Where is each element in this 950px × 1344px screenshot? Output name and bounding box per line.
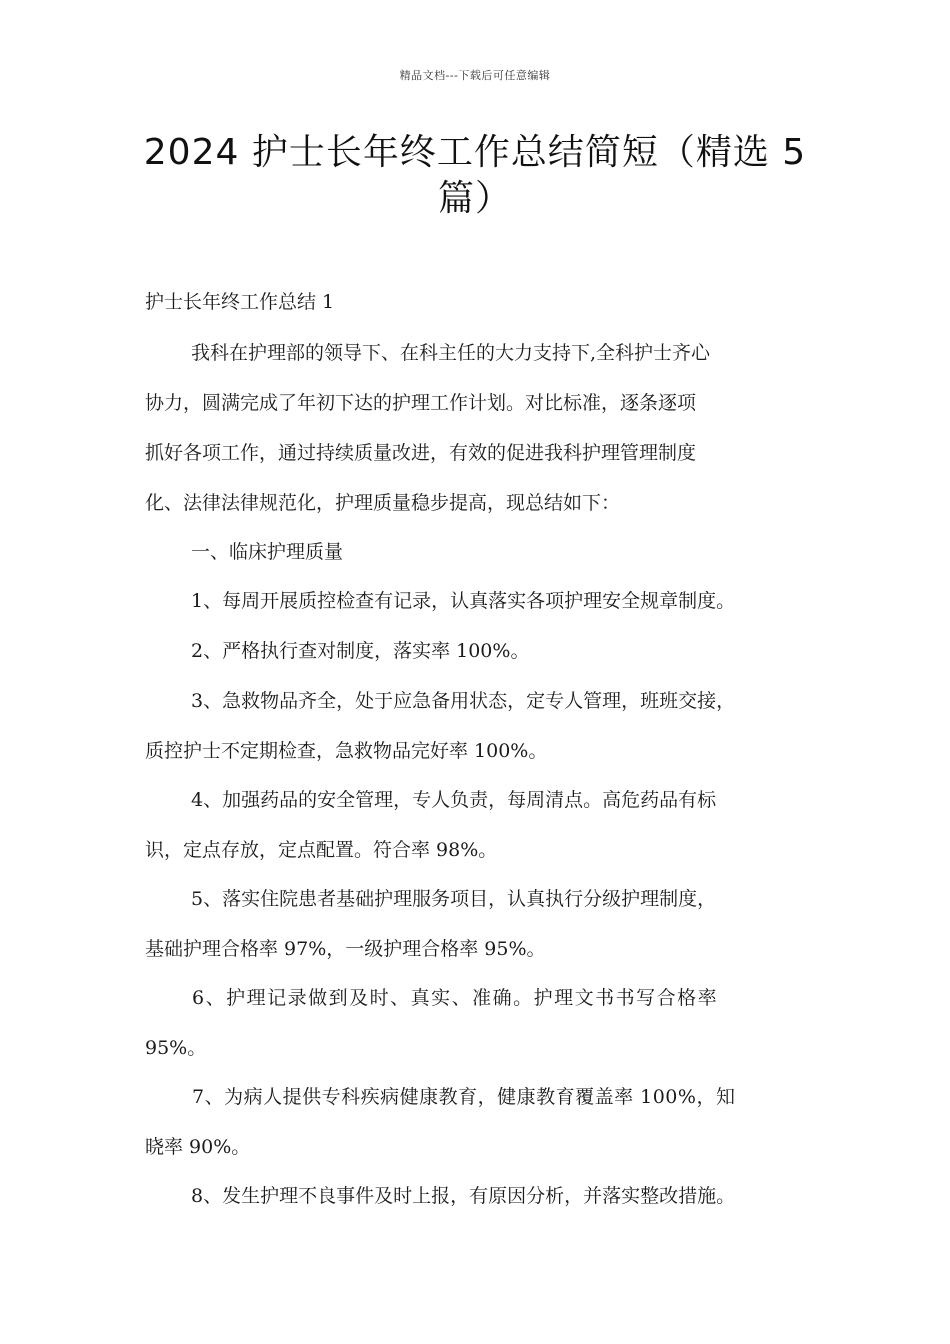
list-item-line: 6、护理记录做到及时、真实、准确。护理文书书写合格率 (192, 987, 719, 1009)
subheading-paragraph (145, 527, 825, 577)
intro-line: 协力，圆满完成了年初下达的护理工作计划。对比标准，逐条逐项 (145, 392, 697, 414)
list-item-line: 8、发生护理不良事件及时上报，有原因分析，并落实整改措施。 (191, 1185, 736, 1207)
list-item (145, 676, 825, 776)
list-item (145, 775, 825, 875)
intro-line: 抓好各项工作，通过持续质量改进，有效的促进我科护理管理制度 (145, 442, 697, 464)
list-item-line: 3、急救物品齐全，处于应急备用状态，定专人管理，班班交接， (191, 690, 736, 712)
list-item-line: 晓率 90%。 (145, 1136, 251, 1158)
intro-line: 化、法律法律规范化，护理质量稳步提高，现总结如下： (145, 492, 621, 514)
list-item (145, 973, 825, 1073)
list-item (145, 874, 825, 974)
list-item-line: 4、加强药品的安全管理，专人负责，每周清点。高危药品有标 (191, 789, 717, 811)
section-heading: 护士长年终工作总结 1 (145, 291, 335, 313)
list-item-line: 质控护士不定期检查，急救物品完好率 100%。 (145, 740, 548, 762)
header-note: 精品文档---下载后可任意编辑 (399, 69, 551, 82)
list-item-line: 7、为病人提供专科疾病健康教育，健康教育覆盖率 100%，知 (192, 1086, 736, 1108)
title-line-1: 2024 护士长年终工作总结简短（精选 5 (143, 132, 807, 173)
list-item (145, 576, 825, 626)
list-item (145, 626, 825, 676)
list-item-line: 识，定点存放，定点配置。符合率 98%。 (145, 839, 498, 861)
list-item-line: 2、严格执行查对制度，落实率 100%。 (191, 640, 530, 662)
document-title (120, 130, 830, 222)
title-line-2: 篇） (437, 178, 512, 219)
intro-paragraph (145, 328, 825, 528)
list-item (145, 1072, 825, 1172)
list-item-line: 5、落实住院患者基础护理服务项目，认真执行分级护理制度， (191, 888, 717, 910)
list-item (145, 1171, 825, 1221)
list-item-line: 95%。 (145, 1037, 207, 1059)
list-item-line: 基础护理合格率 97%，一级护理合格率 95%。 (145, 938, 546, 960)
list-item-line: 1、每周开展质控检查有记录，认真落实各项护理安全规章制度。 (191, 590, 736, 612)
subheading-clinical-quality: 一、临床护理质量 (191, 541, 344, 563)
intro-line: 我科在护理部的领导下、在科主任的大力支持下,全科护士齐心 (191, 342, 711, 364)
